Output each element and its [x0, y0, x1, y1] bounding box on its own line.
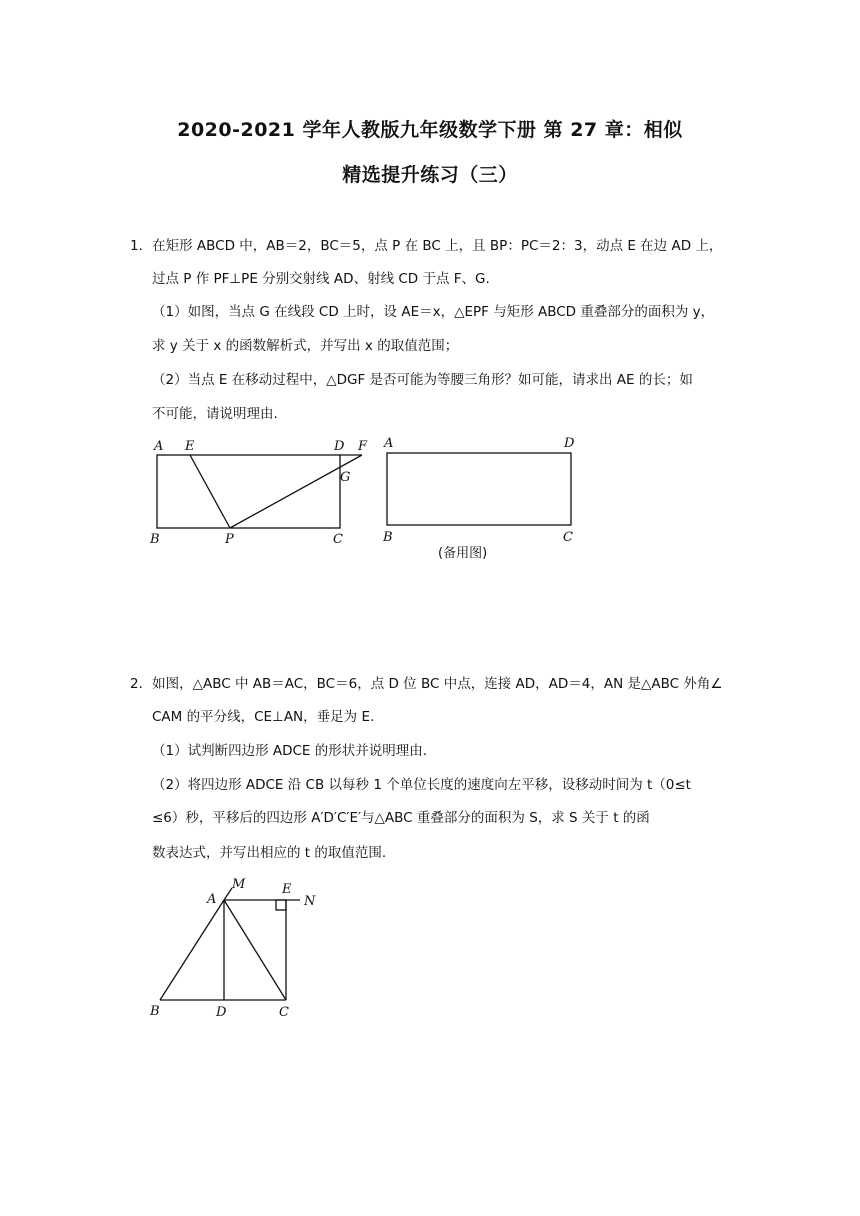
q2-part2-line: ≤6）秒，平移后的四边形 A′D′C′E′与△ABC 重叠部分的面积为 S，求 S 关于 t 的函	[152, 810, 650, 826]
spare-label-d: D	[564, 436, 575, 451]
label-g: G	[340, 470, 351, 485]
q2-text-line: 2．如图，△ABC 中 AB＝AC，BC＝6，点 D 位 BC 中点，连接 AD，AD＝4，AN 是△ABC 外角∠	[130, 676, 723, 692]
q1-text-line: 过点 P 作 PF⊥PE 分别交射线 AD、射线 CD 于点 F、G.	[152, 271, 490, 287]
label-p: P	[225, 532, 234, 547]
label-b: B	[150, 532, 160, 547]
segment-ac	[224, 900, 286, 1000]
q2-text-line: CAM 的平分线，CE⊥AN，垂足为 E.	[152, 709, 375, 725]
document-title-line2: 精选提升练习（三）	[342, 164, 518, 186]
label-a: A	[154, 439, 164, 454]
q2-part2-line: （2）将四边形 ADCE 沿 CB 以每秒 1 个单位长度的速度向左平移，设移动时间为 t（0≤t	[152, 777, 691, 793]
ray-am	[224, 888, 232, 900]
spare-rectangle-abcd	[387, 453, 571, 525]
segment-pe	[190, 455, 230, 528]
q1-part1-line: 求 y 关于 x 的函数解析式，并写出 x 的取值范围；	[152, 338, 459, 354]
q2-part2-line: 数表达式，并写出相应的 t 的取值范围.	[152, 845, 387, 861]
q2-label-c: C	[279, 1005, 289, 1020]
segment-pf	[230, 455, 362, 528]
q2-label-a: A	[207, 892, 217, 907]
q1-part1-line: （1）如图，当点 G 在线段 CD 上时，设 AE＝x，△EPF 与矩形 ABCD 重叠部分的面积为 y，	[152, 304, 715, 320]
q2-label-d: D	[216, 1005, 227, 1020]
label-c: C	[333, 532, 343, 547]
spare-figure-caption: (备用图)	[438, 546, 488, 561]
q2-label-m: M	[232, 877, 246, 892]
q2-label-n: N	[304, 894, 316, 909]
spare-label-b: B	[383, 530, 393, 545]
q2-part1-line: （1）试判断四边形 ADCE 的形状并说明理由.	[152, 743, 428, 759]
segment-ab	[160, 900, 224, 1000]
label-e: E	[185, 439, 195, 454]
q2-label-e: E	[282, 882, 292, 897]
q1-part2-line: 不可能，请说明理由.	[152, 406, 278, 422]
right-angle-mark	[276, 900, 286, 910]
q1-part2-line: （2）当点 E 在移动过程中，△DGF 是否可能为等腰三角形？如可能，请求出 AE 的长；如	[152, 372, 693, 388]
label-f: F	[358, 439, 368, 454]
spare-label-a: A	[384, 436, 394, 451]
label-d: D	[334, 439, 345, 454]
q2-label-b: B	[150, 1004, 160, 1019]
document-title-line1: 2020-2021 学年人教版九年级数学下册 第 27 章：相似	[177, 119, 683, 141]
q1-text-line: 1．在矩形 ABCD 中，AB＝2，BC＝5，点 P 在 BC 上，且 BP：PC＝2：3，动点 E 在边 AD 上，	[130, 238, 723, 254]
spare-label-c: C	[563, 530, 573, 545]
